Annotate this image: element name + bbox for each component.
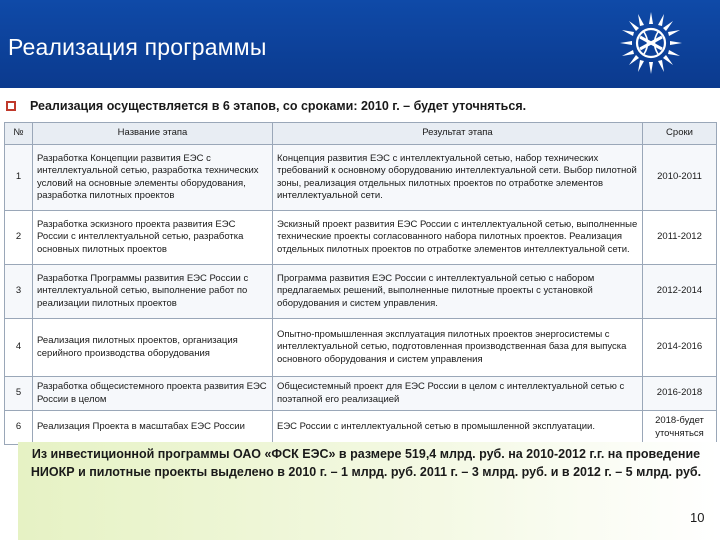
table-row [5, 211, 717, 265]
stage-number: 4 [5, 319, 33, 377]
table-row [5, 319, 717, 377]
stage-result: Общесистемный проект для ЕЭС России в целом с интеллектуальной сетью с поэтапной его реализацией [273, 377, 643, 411]
stage-name: Разработка эскизного проекта развития ЕЭС России с интеллектуальной сетью, разработка основных пилотных проектов [33, 211, 273, 265]
stage-name: Реализация пилотных проектов, организация серийного производства оборудования [33, 319, 273, 377]
footer-note: Из инвестиционной программы ОАО «ФСК ЕЭС» в размере 519,4 млрд. руб. на 2010-2012 г.г. на проведение НИОКР и пилотные проекты выделено в 2010 г. – 1 млрд. руб. 2011 г. – 3 млрд. руб. и в 2012 г. – 5 млрд. руб. [30, 447, 702, 479]
stage-result: Концепция развития ЕЭС с интеллектуальной сетью, набор технических требований к основному оборудованию интеллектуальной сети. Выбор пилотной зоны, реализация отдельных пилотных проектов по отработке элементов интеллектуальной сети. [273, 145, 643, 211]
page-number: 10 [690, 510, 705, 525]
page-title: Реализация программы [8, 34, 267, 60]
stage-term: 2014-2016 [643, 319, 717, 377]
stage-name: Разработка Программы развития ЕЭС России с интеллектуальной сетью, выполнение работ по реализации пилотных проектов [33, 265, 273, 319]
stage-number: 2 [5, 211, 33, 265]
stage-result: Программа развития ЕЭС России с интеллектуальной сетью с набором предлагаемых решений, выполненные пилотные проекты с установкой оборудования и систем управления. [273, 265, 643, 319]
stage-term: 2010-2011 [643, 145, 717, 211]
stages-table [4, 122, 717, 445]
column-header-terms: Сроки [643, 123, 717, 145]
subtitle-text: Реализация осуществляется в 6 этапов, со сроками: 2010 г. – будет уточняться. [30, 99, 527, 113]
column-header-number: № [5, 123, 33, 145]
stage-name: Разработка общесистемного проекта развития ЕЭС России в целом [33, 377, 273, 411]
stage-term: 2011-2012 [643, 211, 717, 265]
table-row [5, 377, 717, 411]
subtitle-row [6, 97, 716, 115]
table-row [5, 411, 717, 445]
stage-term: 2016-2018 [643, 377, 717, 411]
stage-result: Опытно-промышленная эксплуатация пилотных проектов энергосистемы с интеллектуальной сетью, подготовленная производственная база для выпуска основного оборудования и систем управления [273, 319, 643, 377]
stage-number: 3 [5, 265, 33, 319]
emblem-icon [618, 10, 684, 76]
stage-term: 2012-2014 [643, 265, 717, 319]
bullet-square-icon [6, 101, 16, 111]
header-bar [0, 0, 720, 88]
stage-term: 2018-будет уточняться [643, 411, 717, 445]
column-header-stage-result: Результат этапа [273, 123, 643, 145]
column-header-stage-name: Название этапа [33, 123, 273, 145]
stage-number: 1 [5, 145, 33, 211]
table-row [5, 265, 717, 319]
stage-number: 5 [5, 377, 33, 411]
stage-number: 6 [5, 411, 33, 445]
stage-result: Эскизный проект развития ЕЭС России с интеллектуальной сетью, выполненные технические проекты согласованного набора пилотных проектов. Реализация отдельных пилотных проектов по отработке элементов интеллектуальной сети. [273, 211, 643, 265]
stage-result: ЕЭС России с интеллектуальной сетью в промышленной эксплуатации. [273, 411, 643, 445]
stage-name: Разработка Концепции развития ЕЭС с интеллектуальной сетью, разработка технических условий на основные элементы оборудования, разработка пилотных проектов [33, 145, 273, 211]
table-row [5, 145, 717, 211]
table-header-row [5, 123, 717, 145]
stage-name: Реализация Проекта в масштабах ЕЭС России [33, 411, 273, 445]
